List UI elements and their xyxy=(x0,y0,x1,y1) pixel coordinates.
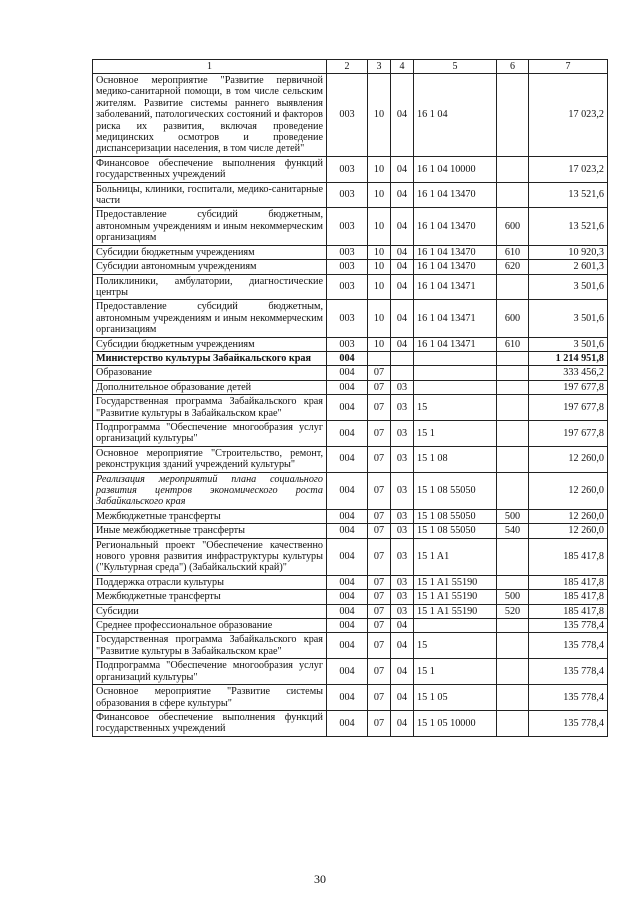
admin-code-cell: 004 xyxy=(327,446,368,472)
table-row xyxy=(93,337,608,351)
row-name-cell: Субсидии автономным учреждениям xyxy=(93,260,327,274)
row-name-cell: Субсидии бюджетным учреждениям xyxy=(93,337,327,351)
table-row xyxy=(93,472,608,509)
admin-code-cell: 003 xyxy=(327,156,368,182)
subsection-cell: 04 xyxy=(391,659,414,685)
row-name-cell: Финансовое обеспечение выполнения функций государственных учреждений xyxy=(93,710,327,736)
expense-type-cell xyxy=(497,351,529,365)
row-name-cell: Основное мероприятие "Развитие системы образования в сфере культуры" xyxy=(93,685,327,711)
section-cell: 10 xyxy=(368,74,391,157)
amount-cell: 135 778,4 xyxy=(529,659,608,685)
section-cell: 07 xyxy=(368,524,391,538)
expense-type-cell xyxy=(497,710,529,736)
row-name-cell: Предоставление субсидий бюджетным, автономным учреждениям и иным некоммерческим организациям xyxy=(93,300,327,337)
subsection-cell: 03 xyxy=(391,446,414,472)
amount-cell: 12 260,0 xyxy=(529,472,608,509)
subsection-cell: 04 xyxy=(391,710,414,736)
subsection-cell: 03 xyxy=(391,395,414,421)
target-item-cell xyxy=(414,380,497,394)
amount-cell: 13 521,6 xyxy=(529,182,608,208)
table-row xyxy=(93,604,608,618)
subsection-cell: 03 xyxy=(391,472,414,509)
row-name-cell: Межбюджетные трансферты xyxy=(93,509,327,523)
amount-cell: 333 456,2 xyxy=(529,366,608,380)
admin-code-cell: 004 xyxy=(327,380,368,394)
section-cell: 07 xyxy=(368,619,391,633)
admin-code-cell: 003 xyxy=(327,182,368,208)
admin-code-cell: 003 xyxy=(327,300,368,337)
row-name-cell: Финансовое обеспечение выполнения функций государственных учреждений xyxy=(93,156,327,182)
section-cell: 07 xyxy=(368,446,391,472)
table-row xyxy=(93,366,608,380)
admin-code-cell: 004 xyxy=(327,366,368,380)
row-name-cell: Дополнительное образование детей xyxy=(93,380,327,394)
row-name-cell: Больницы, клиники, госпитали, медико-санитарные части xyxy=(93,182,327,208)
table-row xyxy=(93,420,608,446)
amount-cell: 3 501,6 xyxy=(529,337,608,351)
subsection-cell: 04 xyxy=(391,208,414,245)
target-item-cell: 15 xyxy=(414,395,497,421)
expense-type-cell: 610 xyxy=(497,337,529,351)
row-name-cell: Субсидии xyxy=(93,604,327,618)
amount-cell: 12 260,0 xyxy=(529,524,608,538)
admin-code-cell: 003 xyxy=(327,208,368,245)
amount-cell: 185 417,8 xyxy=(529,590,608,604)
section-cell: 07 xyxy=(368,659,391,685)
admin-code-cell: 004 xyxy=(327,619,368,633)
target-item-cell xyxy=(414,351,497,365)
amount-cell: 12 260,0 xyxy=(529,509,608,523)
amount-cell: 135 778,4 xyxy=(529,619,608,633)
target-item-cell: 15 1 05 xyxy=(414,685,497,711)
admin-code-cell: 004 xyxy=(327,710,368,736)
target-item-cell: 15 1 08 55050 xyxy=(414,472,497,509)
admin-code-cell: 003 xyxy=(327,74,368,157)
target-item-cell: 15 1 08 55050 xyxy=(414,509,497,523)
table-row xyxy=(93,274,608,300)
row-name-cell: Министерство культуры Забайкальского края xyxy=(93,351,327,365)
column-header: 4 xyxy=(391,60,414,74)
admin-code-cell: 004 xyxy=(327,351,368,365)
amount-cell: 185 417,8 xyxy=(529,604,608,618)
admin-code-cell: 004 xyxy=(327,538,368,575)
section-cell: 10 xyxy=(368,337,391,351)
target-item-cell: 15 xyxy=(414,633,497,659)
subsection-cell: 04 xyxy=(391,300,414,337)
subsection-cell xyxy=(391,366,414,380)
table-row xyxy=(93,300,608,337)
subsection-cell: 04 xyxy=(391,274,414,300)
subsection-cell: 04 xyxy=(391,156,414,182)
expense-type-cell xyxy=(497,575,529,589)
target-item-cell: 16 1 04 13470 xyxy=(414,182,497,208)
column-number-row xyxy=(93,60,608,74)
target-item-cell: 16 1 04 13471 xyxy=(414,274,497,300)
budget-table xyxy=(92,59,608,737)
amount-cell: 10 920,3 xyxy=(529,245,608,259)
row-name-cell: Субсидии бюджетным учреждениям xyxy=(93,245,327,259)
table-row xyxy=(93,590,608,604)
expense-type-cell: 600 xyxy=(497,208,529,245)
amount-cell: 197 677,8 xyxy=(529,420,608,446)
expense-type-cell: 620 xyxy=(497,260,529,274)
amount-cell: 185 417,8 xyxy=(529,538,608,575)
section-cell: 07 xyxy=(368,685,391,711)
section-cell: 07 xyxy=(368,366,391,380)
table-row xyxy=(93,619,608,633)
amount-cell: 13 521,6 xyxy=(529,208,608,245)
table-row xyxy=(93,524,608,538)
subsection-cell: 03 xyxy=(391,604,414,618)
table-row xyxy=(93,575,608,589)
target-item-cell: 16 1 04 xyxy=(414,74,497,157)
expense-type-cell xyxy=(497,538,529,575)
expense-type-cell xyxy=(497,420,529,446)
expense-type-cell xyxy=(497,366,529,380)
row-name-cell: Предоставление субсидий бюджетным, автономным учреждениям и иным некоммерческим организациям xyxy=(93,208,327,245)
section-cell: 07 xyxy=(368,472,391,509)
amount-cell: 17 023,2 xyxy=(529,74,608,157)
row-name-cell: Основное мероприятие "Развитие первичной медико-санитарной помощи, в том числе сельским жителям. Развитие системы раннего выявления заболеваний, патологических состояний и факторов риска их развития, включая проведение медицинских осмотров и проведение диспансеризации населения, в том числе детей" xyxy=(93,74,327,157)
table-row xyxy=(93,395,608,421)
expense-type-cell: 500 xyxy=(497,509,529,523)
section-cell: 10 xyxy=(368,182,391,208)
table-body xyxy=(93,60,608,737)
row-name-cell: Государственная программа Забайкальского края "Развитие культуры в Забайкальском крае" xyxy=(93,395,327,421)
table-row xyxy=(93,446,608,472)
table-row xyxy=(93,156,608,182)
admin-code-cell: 004 xyxy=(327,420,368,446)
table-row xyxy=(93,633,608,659)
subsection-cell: 03 xyxy=(391,538,414,575)
row-name-cell: Реализация мероприятий плана социального развития центров экономического роста Забайкальского края xyxy=(93,472,327,509)
admin-code-cell: 004 xyxy=(327,395,368,421)
amount-cell: 1 214 951,8 xyxy=(529,351,608,365)
section-cell: 10 xyxy=(368,300,391,337)
amount-cell: 197 677,8 xyxy=(529,380,608,394)
amount-cell: 185 417,8 xyxy=(529,575,608,589)
section-cell: 10 xyxy=(368,260,391,274)
table-row xyxy=(93,208,608,245)
target-item-cell: 16 1 04 13471 xyxy=(414,300,497,337)
admin-code-cell: 004 xyxy=(327,575,368,589)
table-row xyxy=(93,509,608,523)
subsection-cell: 04 xyxy=(391,182,414,208)
target-item-cell xyxy=(414,619,497,633)
target-item-cell: 16 1 04 10000 xyxy=(414,156,497,182)
row-name-cell: Подпрограмма "Обеспечение многообразия услуг организаций культуры" xyxy=(93,659,327,685)
row-name-cell: Среднее профессиональное образование xyxy=(93,619,327,633)
expense-type-cell: 610 xyxy=(497,245,529,259)
target-item-cell: 15 1 xyxy=(414,659,497,685)
section-cell: 07 xyxy=(368,509,391,523)
expense-type-cell xyxy=(497,274,529,300)
subsection-cell: 04 xyxy=(391,685,414,711)
section-cell: 10 xyxy=(368,274,391,300)
table-row xyxy=(93,182,608,208)
admin-code-cell: 004 xyxy=(327,590,368,604)
table-row xyxy=(93,659,608,685)
section-cell: 07 xyxy=(368,575,391,589)
amount-cell: 2 601,3 xyxy=(529,260,608,274)
admin-code-cell: 003 xyxy=(327,245,368,259)
expense-type-cell: 600 xyxy=(497,300,529,337)
section-cell: 07 xyxy=(368,380,391,394)
expense-type-cell xyxy=(497,395,529,421)
expense-type-cell xyxy=(497,659,529,685)
row-name-cell: Образование xyxy=(93,366,327,380)
section-cell: 10 xyxy=(368,208,391,245)
expense-type-cell xyxy=(497,633,529,659)
row-name-cell: Подпрограмма "Обеспечение многообразия услуг организаций культуры" xyxy=(93,420,327,446)
row-name-cell: Основное мероприятие "Строительство, ремонт, реконструкция зданий учреждений культуры" xyxy=(93,446,327,472)
target-item-cell: 15 1 xyxy=(414,420,497,446)
column-header: 1 xyxy=(93,60,327,74)
section-cell: 07 xyxy=(368,538,391,575)
amount-cell: 3 501,6 xyxy=(529,300,608,337)
column-header: 5 xyxy=(414,60,497,74)
section-cell: 10 xyxy=(368,156,391,182)
admin-code-cell: 004 xyxy=(327,633,368,659)
target-item-cell: 15 1 A1 xyxy=(414,538,497,575)
subsection-cell: 04 xyxy=(391,260,414,274)
target-item-cell: 15 1 05 10000 xyxy=(414,710,497,736)
column-header: 6 xyxy=(497,60,529,74)
expense-type-cell xyxy=(497,380,529,394)
amount-cell: 197 677,8 xyxy=(529,395,608,421)
expense-type-cell xyxy=(497,156,529,182)
table-row xyxy=(93,710,608,736)
section-cell: 07 xyxy=(368,590,391,604)
subsection-cell xyxy=(391,351,414,365)
expense-type-cell xyxy=(497,619,529,633)
table-row xyxy=(93,260,608,274)
section-cell: 07 xyxy=(368,604,391,618)
row-name-cell: Государственная программа Забайкальского края "Развитие культуры в Забайкальском крае" xyxy=(93,633,327,659)
section-cell xyxy=(368,351,391,365)
target-item-cell: 15 1 A1 55190 xyxy=(414,590,497,604)
row-name-cell: Межбюджетные трансферты xyxy=(93,590,327,604)
target-item-cell: 15 1 08 xyxy=(414,446,497,472)
section-cell: 07 xyxy=(368,710,391,736)
amount-cell: 12 260,0 xyxy=(529,446,608,472)
admin-code-cell: 004 xyxy=(327,509,368,523)
admin-code-cell: 004 xyxy=(327,524,368,538)
amount-cell: 17 023,2 xyxy=(529,156,608,182)
section-cell: 10 xyxy=(368,245,391,259)
target-item-cell: 16 1 04 13471 xyxy=(414,337,497,351)
table-row xyxy=(93,351,608,365)
admin-code-cell: 004 xyxy=(327,659,368,685)
expense-type-cell: 500 xyxy=(497,590,529,604)
target-item-cell: 15 1 A1 55190 xyxy=(414,575,497,589)
expense-type-cell: 540 xyxy=(497,524,529,538)
table-row xyxy=(93,74,608,157)
expense-type-cell xyxy=(497,74,529,157)
row-name-cell: Поддержка отрасли культуры xyxy=(93,575,327,589)
table-row xyxy=(93,245,608,259)
section-cell: 07 xyxy=(368,395,391,421)
amount-cell: 135 778,4 xyxy=(529,710,608,736)
target-item-cell: 16 1 04 13470 xyxy=(414,245,497,259)
column-header: 7 xyxy=(529,60,608,74)
subsection-cell: 03 xyxy=(391,590,414,604)
expense-type-cell xyxy=(497,182,529,208)
column-header: 3 xyxy=(368,60,391,74)
expense-type-cell xyxy=(497,446,529,472)
admin-code-cell: 003 xyxy=(327,337,368,351)
subsection-cell: 04 xyxy=(391,619,414,633)
page-number: 30 xyxy=(314,872,326,886)
section-cell: 07 xyxy=(368,633,391,659)
row-name-cell: Поликлиники, амбулатории, диагностические центры xyxy=(93,274,327,300)
subsection-cell: 03 xyxy=(391,509,414,523)
subsection-cell: 04 xyxy=(391,633,414,659)
table-row xyxy=(93,538,608,575)
target-item-cell: 15 1 08 55050 xyxy=(414,524,497,538)
subsection-cell: 04 xyxy=(391,337,414,351)
amount-cell: 135 778,4 xyxy=(529,633,608,659)
admin-code-cell: 004 xyxy=(327,604,368,618)
row-name-cell: Иные межбюджетные трансферты xyxy=(93,524,327,538)
target-item-cell: 16 1 04 13470 xyxy=(414,260,497,274)
row-name-cell: Региональный проект "Обеспечение качественно нового уровня развития инфраструктуры культуры ("Культурная среда") (Забайкальский край)" xyxy=(93,538,327,575)
amount-cell: 135 778,4 xyxy=(529,685,608,711)
subsection-cell: 03 xyxy=(391,575,414,589)
target-item-cell: 15 1 A1 55190 xyxy=(414,604,497,618)
expense-type-cell xyxy=(497,685,529,711)
column-header: 2 xyxy=(327,60,368,74)
admin-code-cell: 003 xyxy=(327,260,368,274)
subsection-cell: 03 xyxy=(391,524,414,538)
subsection-cell: 04 xyxy=(391,74,414,157)
admin-code-cell: 004 xyxy=(327,685,368,711)
admin-code-cell: 004 xyxy=(327,472,368,509)
table-row xyxy=(93,685,608,711)
admin-code-cell: 003 xyxy=(327,274,368,300)
subsection-cell: 03 xyxy=(391,420,414,446)
subsection-cell: 04 xyxy=(391,245,414,259)
subsection-cell: 03 xyxy=(391,380,414,394)
table-row xyxy=(93,380,608,394)
expense-type-cell: 520 xyxy=(497,604,529,618)
amount-cell: 3 501,6 xyxy=(529,274,608,300)
section-cell: 07 xyxy=(368,420,391,446)
target-item-cell: 16 1 04 13470 xyxy=(414,208,497,245)
target-item-cell xyxy=(414,366,497,380)
expense-type-cell xyxy=(497,472,529,509)
